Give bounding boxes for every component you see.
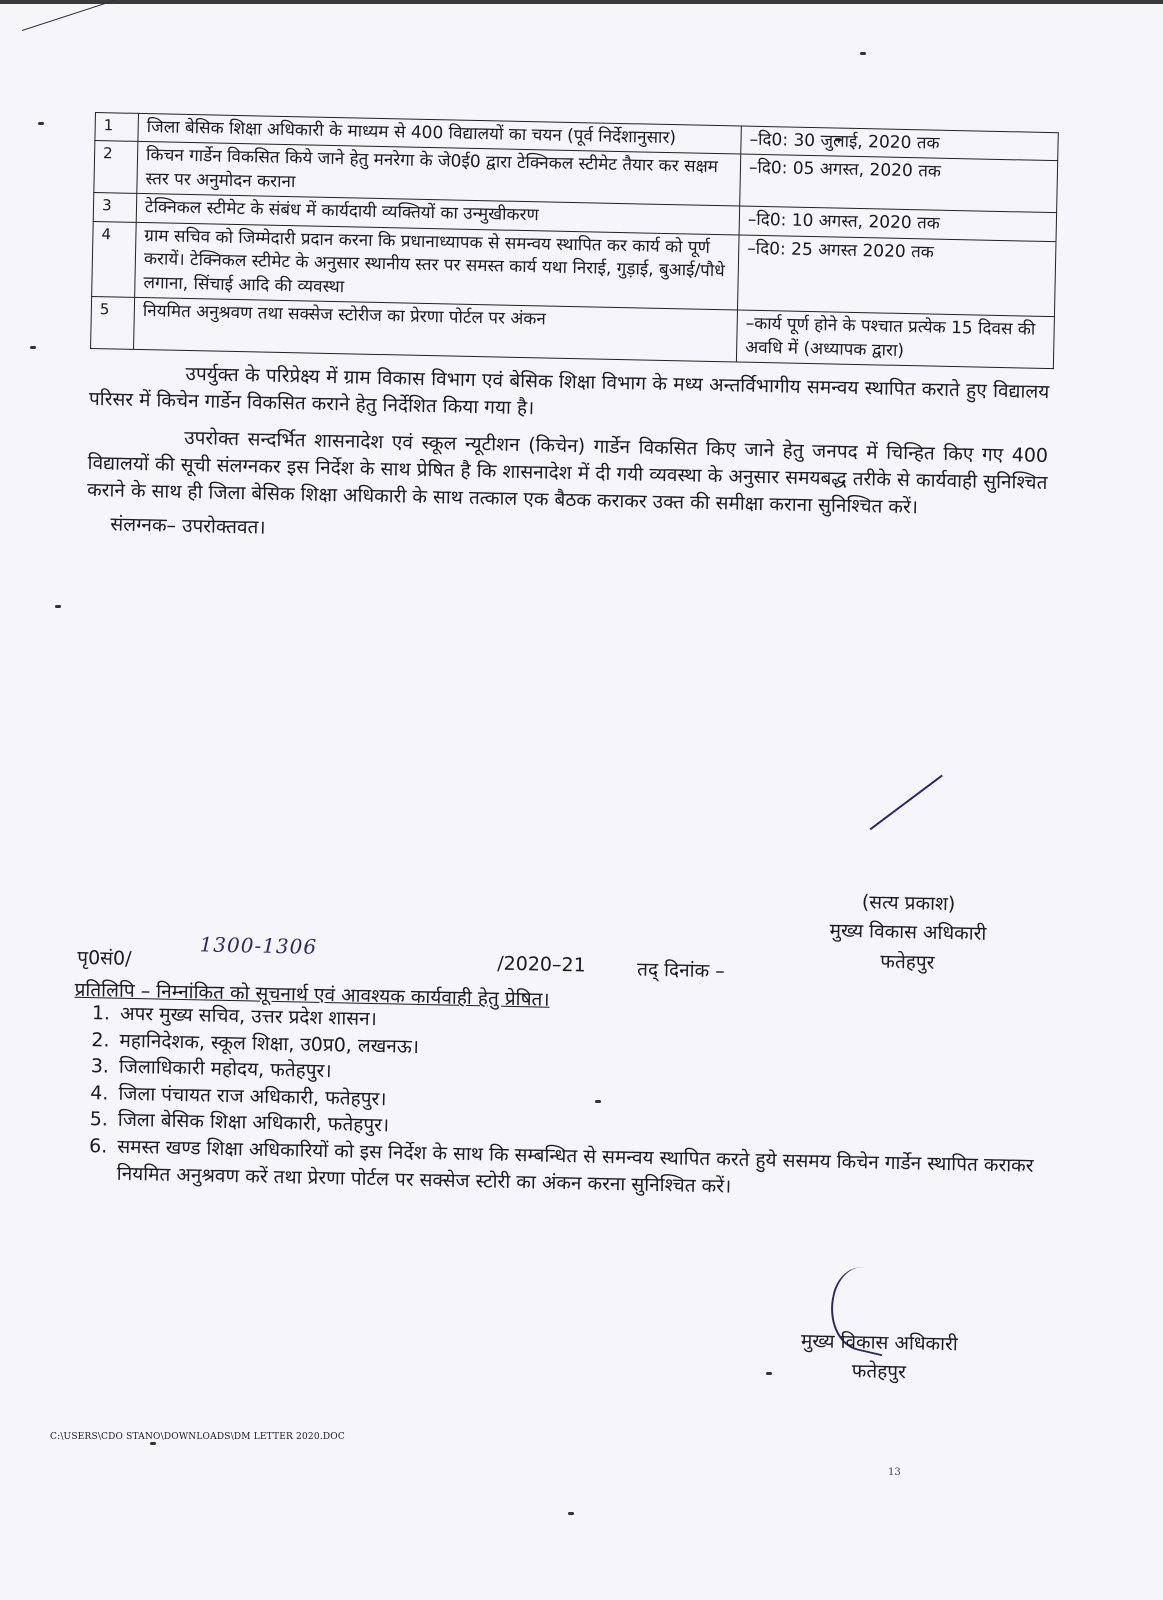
scan-speck	[150, 1442, 156, 1445]
deadline-cell: –दि0: 10 अगस्त, 2020 तक	[739, 206, 1057, 241]
row-number: 1	[95, 113, 139, 142]
signatory-name: (सत्य प्रकाश)	[861, 891, 956, 916]
body-paragraph-2: उपरोक्त सन्दर्भित शासनादेश एवं स्कूल न्यूटीशन (किचेन) गार्डेन विकसित किए जाने हेतु जनपद में चिन्हित किए गए 400 विद्यालयों की सूची संलग्नकर इस निर्देश के साथ प्रेषित है कि शासनादेश में दी गयी व्यवस्था के अनुसार समयबद्ध तरीके से कार्यवाही सुनिश्चित कराने के साथ ही जिला बेसिक शिक्षा अधिकारी के साथ तत्काल एक बैठक कराकर उक्त की समीक्षा कराना सुनिश्चित करें।	[86, 426, 1049, 519]
list-item: 4. जिला पंचायत राज अधिकारी, फतेहपुर।	[114, 1080, 1044, 1126]
footer-file-path: C:\USERS\CDO STANO\DOWNLOADS\DM LETTER 2020.DOC	[50, 1432, 345, 1442]
list-item: 6. समस्त खण्ड शिक्षा अधिकारियों को इस निर्देश के साथ कि सम्बन्धित से समन्वय स्थापित करते हुये ससमय किचेन गार्डेन स्थापित कराकर नियमित अनुश्रवण करें तथा प्रेरणा पोर्टल पर सक्सेज स्टोरी का अंकन करना सुनिश्चित करें।	[112, 1134, 1043, 1207]
row-number: 3	[93, 193, 137, 222]
copy-heading: प्रतिलिपि – निम्नांकित को सूचनार्थ एवं आवश्यक कार्यवाही हेतु प्रेषित।	[74, 978, 550, 1011]
task-cell: ग्राम सचिव को जिम्मेदारी प्रदान करना कि प्रधानाध्यापक से समन्वय स्थापित कर कार्य को पूर्ण करायें। टेक्निकल स्टीमेट के अनुसार स्थानीय स्तर पर समस्त कार्य यथा निराई, गुड़ाई, बुआई/पौधे लगाना, सिंचाई आदि की व्यवस्था	[135, 222, 739, 310]
enclosure-note: संलग्नक– उपरोक्तवत।	[110, 513, 266, 539]
signatory-designation: मुख्य विकास अधिकारी	[800, 1330, 958, 1356]
list-item: 2. महानिदेशक, स्कूल शिक्षा, उ0प्र0, लखनऊ।	[115, 1027, 1045, 1073]
signatory-place: फतेहपुर	[851, 1360, 907, 1384]
letter-body	[74, 112, 1085, 1384]
reference-prefix: पृ0सं0/	[77, 946, 132, 970]
scan-mark	[22, 0, 136, 31]
copy-recipient-list	[73, 1000, 1047, 1206]
list-item: 5. जिला बेसिक शिक्षा अधिकारी, फतेहपुर।	[114, 1107, 1044, 1153]
reference-date: तद् दिनांक –	[636, 958, 725, 983]
task-cell: टेक्निकल स्टीमेट के संबंध में कार्यदायी व्यक्तियों का उन्मुखीकरण	[136, 194, 739, 235]
signatory-designation: मुख्य विकास अधिकारी	[829, 920, 987, 946]
row-number: 5	[91, 297, 135, 350]
signature-block-2	[768, 1326, 989, 1389]
scan-edge	[0, 0, 1163, 4]
row-number: 2	[94, 141, 138, 194]
deadline-cell: –दि0: 05 अगस्त, 2020 तक	[740, 154, 1058, 213]
scan-speck	[38, 122, 44, 125]
scan-speck	[55, 605, 61, 608]
list-item: 3. जिलाधिकारी महोदय, फतेहपुर।	[115, 1054, 1045, 1100]
handwritten-reference-number: 1300-1306	[199, 932, 318, 959]
scan-speck	[30, 346, 36, 349]
scan-speck	[568, 1512, 574, 1515]
deadline-cell: –दि0: 25 अगस्त 2020 तक	[737, 235, 1056, 317]
signature-stroke	[870, 775, 943, 831]
task-cell: नियमित अनुश्रवण तथा सक्सेज स्टोरीज का प्रेरणा पोर्टल पर अंकन	[134, 298, 738, 363]
task-cell: किचन गार्डेन विकसित किये जाने हेतु मनरेगा के जे0ई0 द्वारा टेक्निकल स्टीमेट तैयार कर सक्षम स्तर पर अनुमोदन कराना	[137, 142, 741, 207]
scan-speck	[860, 52, 866, 55]
task-cell: जिला बेसिक शिक्षा अधिकारी के माध्यम से 400 विद्यालयों का चयन (पूर्व निर्देशानुसार)	[138, 113, 741, 154]
deadline-cell: –कार्य पूर्ण होने के पश्चात प्रत्येक 15 दिवस की अवधि में (अध्यापक द्वारा)	[736, 310, 1054, 369]
list-item: 1. अपर मुख्य सचिव, उत्तर प्रदेश शासन।	[116, 1001, 1046, 1047]
deadline-cell: –दि0: 30 जुलाई, 2020 तक	[741, 126, 1059, 161]
row-number: 4	[92, 221, 137, 297]
body-paragraph-1: उपर्युक्त के परिप्रेक्ष्य में ग्राम विकास विभाग एवं बेसिक शिक्षा विभाग के मध्य अन्तर्विभागीय समन्वय स्थापित कराते हुए विद्यालय परिसर में किचेन गार्डेन विकसित कराने हेतु निर्देशित किया गया है।	[88, 363, 1050, 420]
signatory-place: फतेहपुर	[880, 950, 935, 974]
page-number: 13	[888, 1467, 901, 1478]
task-schedule-table	[90, 112, 1059, 369]
reference-year: /2020–21	[497, 952, 586, 977]
